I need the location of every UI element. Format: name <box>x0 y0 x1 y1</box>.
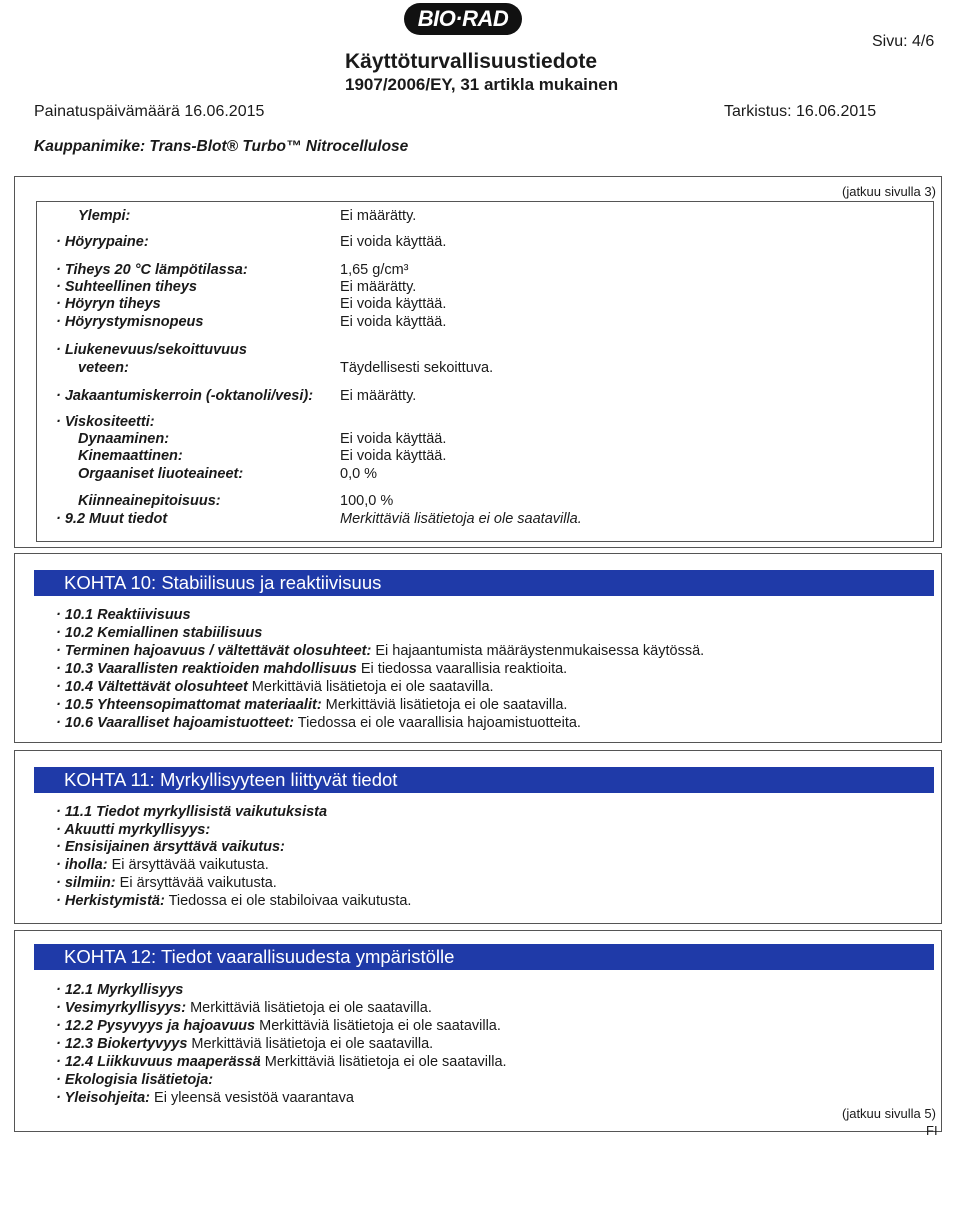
section-line-label: · Akuutti myrkyllisyys: <box>56 821 211 838</box>
property-value: Ei määrätty. <box>340 208 417 224</box>
property-label: · Viskositeetti: <box>56 414 155 430</box>
section-line <box>56 1072 213 1088</box>
section-line-text: Ei ärsyttävää vaikutusta. <box>107 857 269 874</box>
section-line <box>56 857 269 873</box>
section-line <box>56 697 567 713</box>
property-label: · 9.2 Muut tiedot <box>56 511 168 527</box>
property-label: · Höyryn tiheys <box>56 296 161 312</box>
property-label: veteen: <box>78 360 129 376</box>
property-label: · Liukenevuus/sekoittuvuus <box>56 342 247 358</box>
section10-heading: KOHTA 10: Stabiilisuus ja reaktiivisuus <box>34 570 934 596</box>
property-label: · Jakaantumiskerroin (-oktanoli/vesi): <box>56 388 314 404</box>
property-value: Ei määrätty. <box>340 388 417 404</box>
revision-date: Tarkistus: 16.06.2015 <box>724 103 877 120</box>
section-line <box>56 893 411 909</box>
section-line-label: · 10.6 Vaaralliset hajoamistuotteet: <box>56 715 294 731</box>
continued-to: (jatkuu sivulla 5) <box>842 1106 936 1121</box>
section-line <box>56 1036 433 1052</box>
property-value: 1,65 g/cm³ <box>340 262 409 278</box>
section-line-label: · silmiin: <box>56 874 116 891</box>
section12-heading: KOHTA 12: Tiedot vaarallisuudesta ympäristölle <box>34 944 934 970</box>
property-value: Ei voida käyttää. <box>340 314 447 330</box>
continued-from: (jatkuu sivulla 3) <box>842 184 936 199</box>
section-line-label: · Herkistymistä: <box>56 892 165 909</box>
section-line-text: Merkittäviä lisätietoja ei ole saatavilla. <box>255 1018 501 1034</box>
property-value: 100,0 % <box>340 493 394 509</box>
property-value: Ei voida käyttää. <box>340 296 447 312</box>
section-line-label: · 10.5 Yhteensopimattomat materiaalit: <box>56 697 322 713</box>
property-label: Kiinneainepitoisuus: <box>78 493 221 509</box>
section-line <box>56 1000 432 1016</box>
section-line-label: · 12.3 Biokertyvyys <box>56 1036 188 1052</box>
section-line-label: · iholla: <box>56 857 108 874</box>
property-label: · Suhteellinen tiheys <box>56 279 197 295</box>
property-value: Ei voida käyttää. <box>340 234 447 250</box>
section-line-label: · 10.1 Reaktiivisuus <box>56 607 191 623</box>
property-value: Täydellisesti sekoittuva. <box>340 360 494 376</box>
section-line-text: Ei tiedossa vaarallisia reaktioita. <box>356 661 568 677</box>
property-label: Ylempi: <box>78 208 131 224</box>
section-line-label: · 11.1 Tiedot myrkyllisistä vaikutuksista <box>56 804 328 820</box>
section-line-label: · 10.3 Vaarallisten reaktioiden mahdollisuus <box>56 661 357 677</box>
property-label: Dynaaminen: <box>78 431 170 447</box>
section-line-text: Ei yleensä vesistöä vaarantava <box>150 1090 354 1106</box>
property-label: · Tiheys 20 °C lämpötilassa: <box>56 262 248 278</box>
section-line-label: · Ensisijainen ärsyttävä vaikutus: <box>56 839 285 856</box>
section-line <box>56 661 567 677</box>
section-line <box>56 1090 354 1106</box>
section-line-text: Tiedossa ei ole vaarallisia hajoamistuotteita. <box>294 715 581 731</box>
property-label: · Höyrystymisnopeus <box>56 314 204 330</box>
section-line-text: Merkittäviä lisätietoja ei ole saatavilla. <box>186 1000 432 1016</box>
section-line <box>56 1054 507 1070</box>
section-line-label: · Vesimyrkyllisyys: <box>56 1000 187 1016</box>
page-number: Sivu: 4/6 <box>872 33 935 50</box>
section-line <box>56 679 494 695</box>
section-line <box>56 822 210 838</box>
property-value: Ei voida käyttää. <box>340 448 447 464</box>
section-line <box>56 839 285 855</box>
section-line-label: · 10.4 Vältettävät olosuhteet <box>56 679 248 695</box>
property-value: Merkittäviä lisätietoja ei ole saatavilla. <box>340 511 582 527</box>
section-line <box>56 643 704 659</box>
section-line-label: · Terminen hajoavuus / vältettävät olosuhteet: <box>56 643 372 659</box>
section-line-label: · Yleisohjeita: <box>56 1090 151 1106</box>
language-code: FI <box>926 1123 938 1138</box>
section-line-text: Merkittäviä lisätietoja ei ole saatavilla. <box>260 1054 507 1070</box>
trade-name: Kauppanimike: Trans-Blot® Turbo™ Nitrocellulose <box>34 138 409 155</box>
document-subtitle: 1907/2006/EY, 31 artikla mukainen <box>345 75 619 94</box>
section-line-text: Tiedossa ei ole stabiloivaa vaikutusta. <box>164 892 412 909</box>
section-line <box>56 1018 501 1034</box>
section-line-label: · 12.2 Pysyvyys ja hajoavuus <box>56 1018 256 1034</box>
section-line-label: · Ekologisia lisätietoja: <box>56 1072 214 1088</box>
bio-rad-logo: BIO·RAD <box>404 3 522 35</box>
property-value: Ei määrätty. <box>340 279 417 295</box>
section-line-label: · 12.1 Myrkyllisyys <box>56 982 184 998</box>
section-line-text: Merkittäviä lisätietoja ei ole saatavilla. <box>321 697 568 713</box>
property-label: · Höyrypaine: <box>56 234 149 250</box>
print-date: Painatuspäivämäärä 16.06.2015 <box>34 103 265 120</box>
section-line-text: Ei ärsyttävää vaikutusta. <box>115 874 277 891</box>
section-line-text: Merkittäviä lisätietoja ei ole saatavilla. <box>247 679 494 695</box>
section-line-label: · 12.4 Liikkuvuus maaperässä <box>56 1054 261 1070</box>
property-label: Kinemaattinen: <box>78 448 183 464</box>
section-line <box>56 715 581 731</box>
section-line-text: Ei hajaantumista määräystenmukaisessa käytössä. <box>371 643 705 659</box>
document-title: Käyttöturvallisuustiedote <box>345 50 598 73</box>
property-value: Ei voida käyttää. <box>340 431 447 447</box>
section-line-label: · 10.2 Kemiallinen stabiilisuus <box>56 625 263 641</box>
property-label: Orgaaniset liuoteaineet: <box>78 466 244 482</box>
section-line <box>56 982 183 998</box>
section-line-text: Merkittäviä lisätietoja ei ole saatavilla. <box>187 1036 434 1052</box>
section-line <box>56 607 191 623</box>
section11-heading: KOHTA 11: Myrkyllisyyteen liittyvät tiedot <box>34 767 934 793</box>
section-line <box>56 625 262 641</box>
section-line <box>56 804 327 820</box>
property-value: 0,0 % <box>340 466 378 482</box>
section-line <box>56 875 277 891</box>
